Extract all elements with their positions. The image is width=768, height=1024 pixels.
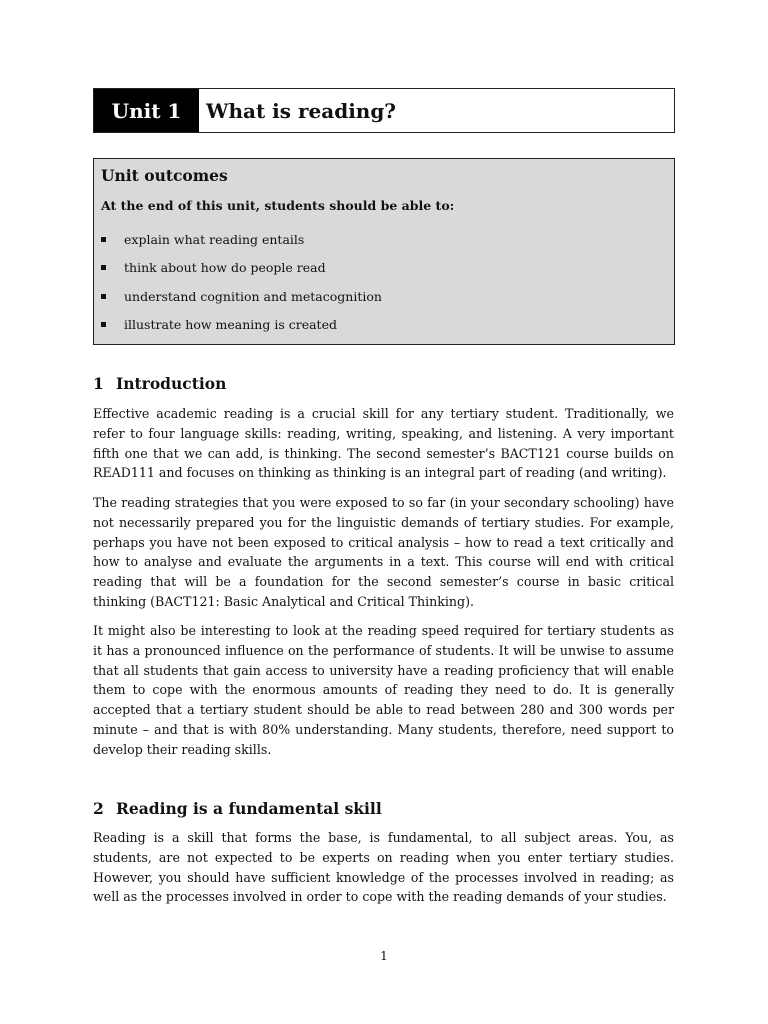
square-bullet-icon <box>101 294 106 299</box>
section-title: Introduction <box>116 374 227 393</box>
list-item <box>101 232 382 260</box>
section-heading <box>93 374 226 393</box>
list-item <box>101 317 382 345</box>
page-number: 1 <box>380 949 388 963</box>
square-bullet-icon <box>101 265 106 270</box>
outcome-text: think about how do people read <box>124 260 326 276</box>
outcomes-subtitle: At the end of this unit, students should be able to: <box>101 198 455 213</box>
section-title: Reading is a fundamental skill <box>116 799 382 818</box>
paragraph: Effective academic reading is a crucial skill for any tertiary student. Traditionally, we refer to four language skills: reading, writing, speaking, and listening. A very important fifth one that we can add, is thinking. The second semester’s BACT121 course builds on READ111 and focuses on thinking as thinking is an integral part of reading (and writing). <box>93 406 674 481</box>
list-item <box>101 289 382 317</box>
paragraph: It might also be interesting to look at the reading speed required for tertiary students as it has a pronounced influence on the performance of students. It will be unwise to assume that all students that gain access to university have a reading proficiency that will enable them to cope with the enormous amounts of reading they need to do. It is generally accepted that a tertiary student should be able to read between 280 and 300 words per minute – and that is with 80% understanding. Many students, therefore, need support to develop their reading skills. <box>93 623 674 757</box>
outcomes-title: Unit outcomes <box>101 166 228 185</box>
paragraph: The reading strategies that you were exposed to so far (in your secondary schooling) have not necessarily prepared you for the linguistic demands of tertiary studies. For example, perhaps you have not been exposed to critical analysis – how to read a text critically and how to analyse and evaluate the arguments in a text. This course will end with critical reading that will be a foundation for the second semester’s course in basic critical thinking (BACT121: Basic Analytical and Critical Thinking). <box>93 495 674 609</box>
section-number: 2 <box>93 799 104 818</box>
unit-header <box>93 88 675 133</box>
unit-outcomes-box <box>93 158 675 345</box>
section-number: 1 <box>93 374 104 393</box>
outcomes-list <box>101 232 382 345</box>
outcome-text: explain what reading entails <box>124 232 305 247</box>
section-heading <box>93 799 382 818</box>
square-bullet-icon <box>101 237 106 242</box>
paragraph: Reading is a skill that forms the base, is fundamental, to all subject areas. You, as students, are not expected to be experts on reading when you enter tertiary studies. However, you should have sufficient knowledge of the processes involved in reading; as well as the processes involved in order to cope with the reading demands of your studies. <box>93 830 674 905</box>
square-bullet-icon <box>101 322 106 327</box>
unit-title: What is reading? <box>206 98 397 123</box>
outcome-text: illustrate how meaning is created <box>124 316 337 332</box>
list-item <box>101 260 382 288</box>
unit-label: Unit 1 <box>94 89 199 132</box>
outcome-text: understand cognition and metacognition <box>124 288 382 304</box>
